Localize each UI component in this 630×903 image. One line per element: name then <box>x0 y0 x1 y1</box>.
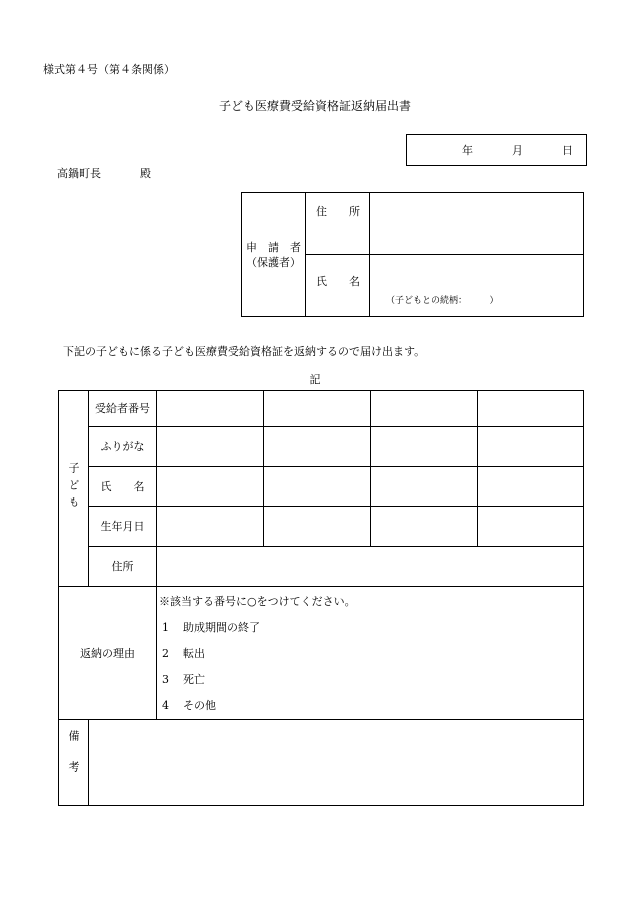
address-label: 住 所 <box>316 205 360 218</box>
reason-option-4[interactable] <box>162 700 216 711</box>
reason-option-2-text: 転出 <box>183 647 205 661</box>
name-value-cell[interactable] <box>370 255 584 317</box>
birthdate-cell-3[interactable] <box>371 507 478 547</box>
reason-option-2-num: 2 <box>162 647 169 661</box>
row-label-furigana <box>89 427 157 467</box>
addressee: 高鍋町長 <box>57 167 101 180</box>
furigana-cell-4[interactable] <box>478 427 584 467</box>
row-label-name-text: 氏 名 <box>100 480 145 494</box>
name-label: 氏 名 <box>316 275 360 288</box>
date-box <box>406 134 587 166</box>
record-heading: 記 <box>309 373 321 386</box>
address-label-cell <box>306 193 370 255</box>
row-label-name <box>89 467 157 507</box>
applicant-label <box>242 193 306 317</box>
row-label-furigana-text: ふりがな <box>100 440 145 454</box>
furigana-cell-1[interactable] <box>157 427 264 467</box>
honorific: 殿 <box>140 167 151 180</box>
reason-option-3-text: 死亡 <box>183 673 205 687</box>
row-label-address-text: 住所 <box>111 560 134 574</box>
child-name-cell-1[interactable] <box>157 467 264 507</box>
number-cell-1[interactable] <box>157 391 264 427</box>
reason-instruction: ※該当する番号に○をつけてください。 <box>159 595 356 609</box>
birthdate-cell-2[interactable] <box>264 507 371 547</box>
child-group-label: 子ども <box>67 461 80 513</box>
reason-option-1-num: 1 <box>162 621 169 635</box>
reason-option-4-text: その他 <box>183 699 216 713</box>
reason-option-3-num: 3 <box>162 673 169 687</box>
reason-option-3[interactable] <box>162 674 205 685</box>
applicant-table <box>241 192 584 317</box>
row-label-birthdate-text: 生年月日 <box>100 520 145 534</box>
address-value-cell[interactable] <box>370 193 584 255</box>
number-cell-2[interactable] <box>264 391 371 427</box>
remarks-value-cell[interactable] <box>89 719 584 805</box>
form-title: 子ども医療費受給資格証返納届出書 <box>218 99 411 113</box>
applicant-label-line1: 申 請 者 <box>246 240 301 254</box>
row-label-number-text: 受給者番号 <box>95 402 150 416</box>
row-label-address <box>89 547 157 587</box>
birthdate-cell-1[interactable] <box>157 507 264 547</box>
number-cell-4[interactable] <box>478 391 584 427</box>
birthdate-cell-4[interactable] <box>478 507 584 547</box>
furigana-cell-2[interactable] <box>264 427 371 467</box>
date-year-label: 年 <box>462 144 473 157</box>
child-group-label-cell <box>59 391 89 587</box>
child-name-cell-3[interactable] <box>371 467 478 507</box>
child-table <box>58 390 584 806</box>
reason-label: 返納の理由 <box>80 646 135 660</box>
applicant-label-line2: （保護者） <box>246 255 301 269</box>
date-day-label: 日 <box>562 144 573 157</box>
remarks-label-cell <box>59 719 89 805</box>
reason-option-4-num: 4 <box>162 699 169 713</box>
row-label-birthdate <box>89 507 157 547</box>
furigana-cell-3[interactable] <box>371 427 478 467</box>
number-cell-3[interactable] <box>371 391 478 427</box>
remarks-label: 備考 <box>67 729 80 792</box>
reason-option-1-text: 助成期間の終了 <box>183 621 260 635</box>
reason-option-1[interactable] <box>162 622 260 633</box>
reason-option-2[interactable] <box>162 648 205 659</box>
statement: 下記の子どもに係る子ども医療費受給資格証を返納するので届け出ます。 <box>63 345 426 358</box>
reason-label-cell <box>59 587 157 719</box>
form-number: 様式第４号（第４条関係） <box>43 63 175 76</box>
row-label-number <box>89 391 157 427</box>
reason-options-cell <box>157 587 584 719</box>
date-month-label: 月 <box>512 144 523 157</box>
child-name-cell-4[interactable] <box>478 467 584 507</box>
child-name-cell-2[interactable] <box>264 467 371 507</box>
relation-note: （子どもとの続柄： ） <box>386 296 499 306</box>
name-label-cell <box>306 255 370 317</box>
child-address-cell[interactable] <box>157 547 584 587</box>
